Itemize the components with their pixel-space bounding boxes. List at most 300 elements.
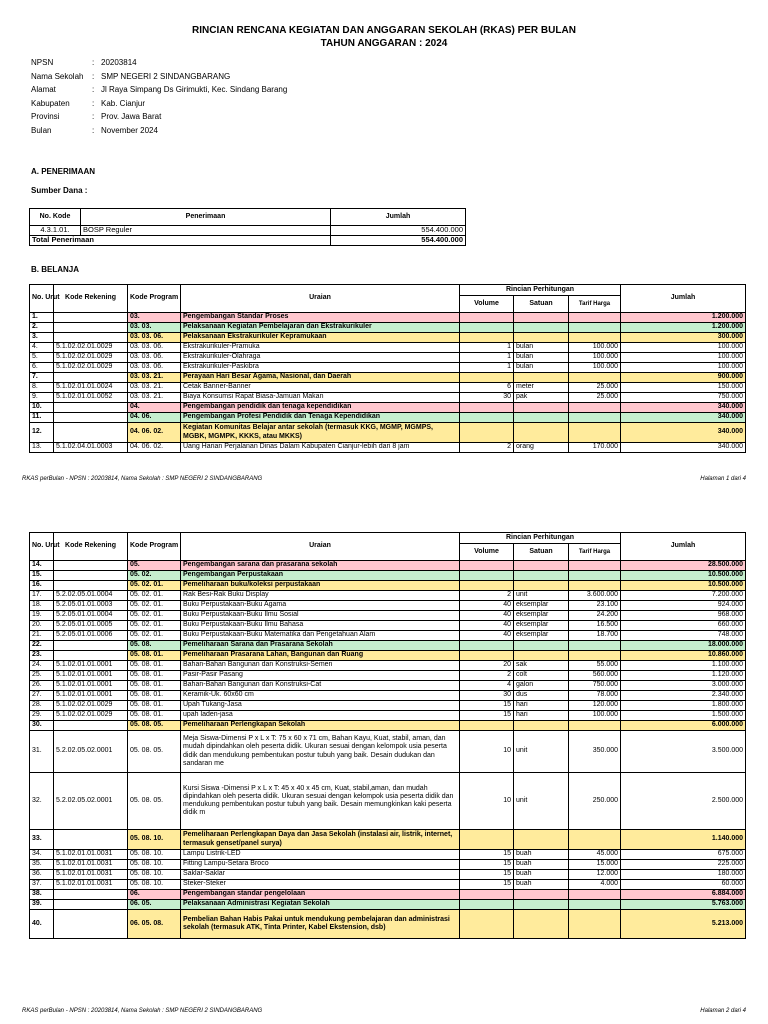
table-row <box>30 691 746 701</box>
cell-kode-rekening: 5.2.02.05.01.0004 <box>54 591 128 601</box>
cell-kode-rekening: 5.1.02.01.01.0024 <box>54 383 128 393</box>
cell-tarif: 3.600.000 <box>569 591 621 601</box>
footer-left: RKAS perBulan - NPSN : 20203814, Nama Sekolah : SMP NEGERI 2 SINDANGBARANG <box>22 1008 263 1014</box>
cell-satuan <box>514 413 569 423</box>
col-header-tarif: Tarif Harga <box>569 296 621 313</box>
cell-no: 11. <box>30 413 54 423</box>
cell-uraian: Lampu Listrik-LED <box>181 850 460 860</box>
cell-volume <box>460 571 514 581</box>
table-row <box>30 611 746 621</box>
cell-satuan <box>514 571 569 581</box>
cell-tarif: 55.000 <box>569 661 621 671</box>
cell-uraian: Pelaksanaan Kegiatan Pembelajaran dan Ekstrakurikuler <box>181 323 460 333</box>
cell-kode-program: 06. 05. <box>128 900 181 910</box>
info-row <box>31 56 287 70</box>
table-row <box>30 890 746 900</box>
cell-tarif: 100.000 <box>569 343 621 353</box>
table-row <box>30 711 746 721</box>
cell-uraian: Pemeliharaan buku/koleksi perpustakaan <box>181 581 460 591</box>
info-value: Jl Raya Simpang Ds Girimukti, Kec. Sindang Barang <box>101 85 288 94</box>
cell-jumlah: 748.000 <box>621 631 746 641</box>
cell-kode-rekening: 5.1.02.02.01.0029 <box>54 343 128 353</box>
cell-kode-program: 05. 02. 01. <box>128 611 181 621</box>
cell-no: 31. <box>30 731 54 773</box>
cell-kode-program: 05. 08. 01. <box>128 691 181 701</box>
cell-volume: 2 <box>460 591 514 601</box>
cell-tarif: 250.000 <box>569 773 621 830</box>
cell-kode-program: 05. 02. 01. <box>128 631 181 641</box>
cell-kode-program: 05. 02. 01. <box>128 601 181 611</box>
cell-tarif: 18.700 <box>569 631 621 641</box>
table-row <box>30 373 746 383</box>
cell-jumlah: 100.000 <box>621 343 746 353</box>
cell-no: 38. <box>30 890 54 900</box>
info-separator: : <box>92 112 95 121</box>
cell-kode-rekening: 5.2.02.05.02.0001 <box>54 731 128 773</box>
cell-tarif <box>569 721 621 731</box>
cell-no: 5. <box>30 353 54 363</box>
table-row <box>30 773 746 830</box>
cell-jumlah: 660.000 <box>621 621 746 631</box>
table-row <box>30 701 746 711</box>
cell-kode-program: 05. 02. 01. <box>128 581 181 591</box>
cell-satuan: unit <box>514 731 569 773</box>
info-value: SMP NEGERI 2 SINDANGBARANG <box>101 71 231 81</box>
cell-jumlah: 28.500.000 <box>621 561 746 571</box>
cell-satuan: pak <box>514 393 569 403</box>
cell-volume <box>460 403 514 413</box>
col-header-kode-rekening: Kode Rekening <box>54 533 128 561</box>
cell-volume <box>460 830 514 850</box>
info-label: NPSN <box>31 58 54 67</box>
cell-kode-rekening: 5.1.02.02.01.0029 <box>54 701 128 711</box>
cell-kode-program: 05. 08. 10. <box>128 880 181 890</box>
cell-satuan: bulan <box>514 363 569 373</box>
cell-uraian: Pembelian Bahan Habis Pakai untuk mendukung pembelajaran dan administrasi sekolah (termasuk ATK, Tinta Printer, Kabel Ekstension, dsb) <box>181 910 460 939</box>
col-header-uraian: Uraian <box>181 285 460 313</box>
cell-satuan <box>514 900 569 910</box>
cell-kode-program: 05. <box>128 561 181 571</box>
cell-volume: 40 <box>460 621 514 631</box>
cell-kode-rekening <box>54 900 128 910</box>
table-row <box>30 671 746 681</box>
cell-no: 7. <box>30 373 54 383</box>
table-row <box>30 323 746 333</box>
cell-volume: 15 <box>460 880 514 890</box>
cell-jumlah: 2.340.000 <box>621 691 746 701</box>
cell-volume <box>460 323 514 333</box>
cell-satuan: orang <box>514 443 569 453</box>
cell-volume <box>460 333 514 343</box>
cell-tarif <box>569 333 621 343</box>
col-header-jumlah: Jumlah <box>331 209 466 226</box>
cell-kode-rekening: 5.2.02.05.02.0001 <box>54 773 128 830</box>
footer-page-number: Halaman 1 dari 4 <box>700 476 746 482</box>
cell-volume <box>460 581 514 591</box>
cell-jumlah: 10.500.000 <box>621 571 746 581</box>
footer-page-number: Halaman 2 dari 4 <box>700 1008 746 1014</box>
info-separator: : <box>92 125 95 135</box>
cell-no: 26. <box>30 681 54 691</box>
cell-satuan: eksemplar <box>514 621 569 631</box>
cell-uraian: Buku Perpustakaan-Buku Agama <box>181 601 460 611</box>
col-header-tarif: Tarif Harga <box>569 544 621 561</box>
cell-satuan: meter <box>514 383 569 393</box>
table-row <box>30 413 746 423</box>
document-title <box>0 24 768 50</box>
cell-uraian: Bahan-Bahan Bangunan dan Konstruksi-Semen <box>181 661 460 671</box>
cell-satuan: hari <box>514 701 569 711</box>
cell-jumlah: 180.000 <box>621 870 746 880</box>
cell-volume <box>460 900 514 910</box>
cell-no: 1. <box>30 313 54 323</box>
section-penerimaan-heading: A. PENERIMAAN <box>31 167 96 176</box>
cell-tarif <box>569 890 621 900</box>
cell-no: 35. <box>30 860 54 870</box>
cell-volume: 40 <box>460 611 514 621</box>
cell-jumlah: 750.000 <box>621 393 746 403</box>
cell-uraian: Meja Siswa-Dimensi P x L x T: 75 x 60 x 71 cm, Bahan Kayu, Kuat, stabil, aman, dan mudah dipindahkan oleh peserta didik. Ukuran sesuai dengan kelompok usia peserta didik dan mendukung pembentukan postur tubuh yang baik. Desain dudukan dan sandaran me <box>181 731 460 773</box>
cell-jumlah: 100.000 <box>621 353 746 363</box>
cell-jumlah: 924.000 <box>621 601 746 611</box>
cell-satuan: galon <box>514 681 569 691</box>
cell-jumlah: 3.500.000 <box>621 731 746 773</box>
cell-jumlah: 340.000 <box>621 443 746 453</box>
cell-satuan <box>514 910 569 939</box>
footer-page1 <box>22 476 746 482</box>
cell-kode-program: 05. 08. 10. <box>128 870 181 880</box>
cell-kode-rekening <box>54 403 128 413</box>
cell-kode-rekening: 5.1.02.01.01.0031 <box>54 880 128 890</box>
cell-uraian: Pengembangan Standar Proses <box>181 313 460 323</box>
cell-kode-rekening: 5.1.02.02.01.0029 <box>54 711 128 721</box>
cell-uraian: Upah Tukang-Jasa <box>181 701 460 711</box>
cell-kode-rekening: 5.1.02.01.01.0001 <box>54 681 128 691</box>
cell-kode-rekening <box>54 561 128 571</box>
cell-uraian: Pelaksanaan Administrasi Kegiatan Sekolah <box>181 900 460 910</box>
cell-kode-program: 05. 08. 01. <box>128 701 181 711</box>
cell-kode-program: 03. 03. <box>128 323 181 333</box>
cell-tarif: 560.000 <box>569 671 621 681</box>
cell-volume <box>460 423 514 443</box>
cell-satuan <box>514 333 569 343</box>
col-header-uraian: Uraian <box>181 533 460 561</box>
cell-satuan <box>514 830 569 850</box>
cell-kode-program: 04. 06. <box>128 413 181 423</box>
cell-kode-rekening <box>54 910 128 939</box>
cell-satuan: buah <box>514 870 569 880</box>
cell-jumlah: 340.000 <box>621 403 746 413</box>
col-header-penerimaan: Penerimaan <box>81 209 331 226</box>
info-label: Provinsi <box>31 112 60 121</box>
cell-volume: 15 <box>460 711 514 721</box>
cell-no: 14. <box>30 561 54 571</box>
cell-uraian: upah laden-jasa <box>181 711 460 721</box>
table-row <box>30 571 746 581</box>
cell-uraian: Rak Besi-Rak Buku Display <box>181 591 460 601</box>
total-penerimaan-label: Total Penerimaan <box>30 236 331 246</box>
cell-tarif: 16.500 <box>569 621 621 631</box>
cell-tarif: 25.000 <box>569 393 621 403</box>
cell-volume: 15 <box>460 860 514 870</box>
cell-tarif <box>569 413 621 423</box>
cell-kode-program: 05. 08. 05. <box>128 721 181 731</box>
cell-kode-rekening <box>54 721 128 731</box>
info-separator: : <box>92 58 95 67</box>
cell-no: 4. <box>30 343 54 353</box>
cell-uraian: Kegiatan Komunitas Belajar antar sekolah (termasuk KKG, MGMP, MGMPS, MGBK, MGMPK, KKKS, atau MKKS) <box>181 423 460 443</box>
cell-uraian: Pemeliharaan Perlengkapan Daya dan Jasa Sekolah (instalasi air, listrik, internet, termasuk genset/panel surya) <box>181 830 460 850</box>
cell-no: 40. <box>30 910 54 939</box>
subtitle-line: TAHUN ANGGARAN : 2024 <box>320 38 448 49</box>
cell-no: 17. <box>30 591 54 601</box>
cell-satuan <box>514 721 569 731</box>
penerimaan-jumlah: 554.400.000 <box>331 226 466 236</box>
cell-no: 32. <box>30 773 54 830</box>
cell-satuan: eksemplar <box>514 611 569 621</box>
cell-no: 24. <box>30 661 54 671</box>
cell-kode-rekening: 5.1.02.01.01.0031 <box>54 860 128 870</box>
cell-kode-rekening <box>54 333 128 343</box>
cell-jumlah: 340.000 <box>621 423 746 443</box>
cell-volume: 10 <box>460 773 514 830</box>
cell-tarif: 750.000 <box>569 681 621 691</box>
cell-jumlah: 340.000 <box>621 413 746 423</box>
cell-jumlah: 10.500.000 <box>621 581 746 591</box>
cell-no: 25. <box>30 671 54 681</box>
cell-volume: 4 <box>460 681 514 691</box>
col-header-satuan: Satuan <box>514 544 569 561</box>
info-separator: : <box>92 98 95 108</box>
table-row <box>30 641 746 651</box>
cell-no: 29. <box>30 711 54 721</box>
section-belanja-heading: B. BELANJA <box>31 265 80 274</box>
cell-satuan: eksemplar <box>514 601 569 611</box>
cell-jumlah: 5.213.000 <box>621 910 746 939</box>
cell-volume: 10 <box>460 731 514 773</box>
info-label: Nama Sekolah <box>31 71 84 81</box>
cell-kode-rekening: 5.1.02.01.01.0001 <box>54 671 128 681</box>
cell-no: 23. <box>30 651 54 661</box>
cell-kode-program: 04. 06. 02. <box>128 423 181 443</box>
cell-volume: 2 <box>460 671 514 681</box>
cell-satuan <box>514 561 569 571</box>
col-header-volume: Volume <box>460 544 514 561</box>
col-header-satuan: Satuan <box>514 296 569 313</box>
cell-jumlah: 1.800.000 <box>621 701 746 711</box>
cell-kode-rekening: 5.1.02.01.01.0001 <box>54 691 128 701</box>
cell-no: 19. <box>30 611 54 621</box>
info-value: November 2024 <box>101 125 158 135</box>
table-row <box>30 681 746 691</box>
cell-volume: 30 <box>460 691 514 701</box>
cell-kode-rekening: 5.1.02.02.01.0029 <box>54 363 128 373</box>
cell-uraian: Kursi Siswa -Dimensi P x L x T: 45 x 40 x 45 cm, Kuat, stabil,aman, dan mudah dipindahkan oleh peserta didik. Ukuran sesuai dengan kelompok usia peserta didik dan mendukung pembentukan postur tubuh yang baik. Desain memungkinkan kaki peserta didik m <box>181 773 460 830</box>
cell-tarif: 78.000 <box>569 691 621 701</box>
table-row <box>30 353 746 363</box>
cell-no: 3. <box>30 333 54 343</box>
footer-left: RKAS perBulan - NPSN : 20203814, Nama Sekolah : SMP NEGERI 2 SINDANGBARANG <box>22 476 263 482</box>
cell-no: 12. <box>30 423 54 443</box>
cell-uraian: Pemeliharaan Sarana dan Prasarana Sekolah <box>181 641 460 651</box>
info-row <box>31 110 287 124</box>
cell-volume <box>460 641 514 651</box>
cell-volume <box>460 413 514 423</box>
col-header-volume: Volume <box>460 296 514 313</box>
total-penerimaan-value: 554.400.000 <box>331 236 466 246</box>
cell-no: 8. <box>30 383 54 393</box>
cell-volume <box>460 373 514 383</box>
cell-kode-rekening <box>54 413 128 423</box>
cell-kode-rekening: 5.1.02.01.01.0052 <box>54 393 128 403</box>
cell-kode-program: 05. 02. <box>128 571 181 581</box>
info-separator: : <box>92 85 95 94</box>
table-row <box>30 581 746 591</box>
cell-satuan: unit <box>514 591 569 601</box>
cell-kode-program: 03. <box>128 313 181 323</box>
cell-tarif: 25.000 <box>569 383 621 393</box>
cell-jumlah: 5.763.000 <box>621 900 746 910</box>
cell-jumlah: 300.000 <box>621 333 746 343</box>
cell-satuan <box>514 403 569 413</box>
cell-uraian: Steker-Steker <box>181 880 460 890</box>
table-row <box>30 870 746 880</box>
cell-uraian: Ekstrakurikuler-Paskibra <box>181 363 460 373</box>
cell-no: 33. <box>30 830 54 850</box>
col-header-kode-rekening: Kode Rekening <box>54 285 128 313</box>
cell-kode-rekening <box>54 581 128 591</box>
cell-no: 28. <box>30 701 54 711</box>
cell-kode-program: 05. 08. 01. <box>128 681 181 691</box>
cell-kode-rekening <box>54 641 128 651</box>
cell-satuan: dus <box>514 691 569 701</box>
col-header-kode-program: Kode Program <box>128 285 181 313</box>
cell-no: 34. <box>30 850 54 860</box>
table-row <box>30 631 746 641</box>
cell-kode-program: 05. 08. 10. <box>128 830 181 850</box>
cell-kode-program: 05. 08. 10. <box>128 850 181 860</box>
cell-kode-rekening: 5.2.05.01.01.0003 <box>54 601 128 611</box>
cell-volume: 2 <box>460 443 514 453</box>
cell-kode-program: 05. 02. 01. <box>128 621 181 631</box>
cell-satuan: eksemplar <box>514 631 569 641</box>
cell-uraian: Buku Perpustakaan-Buku Ilmu Sosial <box>181 611 460 621</box>
cell-satuan: hari <box>514 711 569 721</box>
cell-volume <box>460 651 514 661</box>
cell-uraian: Perayaan Hari Besar Agama, Nasional, dan Daerah <box>181 373 460 383</box>
info-label: Kabupaten <box>31 98 70 108</box>
cell-satuan <box>514 890 569 900</box>
cell-satuan <box>514 373 569 383</box>
belanja-table-page1 <box>29 284 746 453</box>
col-header-no: No. Urut <box>30 533 54 561</box>
cell-uraian: Ekstrakurikuler-Pramuka <box>181 343 460 353</box>
cell-jumlah: 968.000 <box>621 611 746 621</box>
col-header-no: No. Urut <box>30 285 54 313</box>
cell-tarif: 350.000 <box>569 731 621 773</box>
cell-jumlah: 2.500.000 <box>621 773 746 830</box>
cell-no: 22. <box>30 641 54 651</box>
cell-jumlah: 675.000 <box>621 850 746 860</box>
cell-kode-program: 05. 08. 01. <box>128 661 181 671</box>
info-row <box>31 70 287 84</box>
cell-uraian: Pengembangan Perpustakaan <box>181 571 460 581</box>
cell-tarif <box>569 403 621 413</box>
cell-kode-program: 03. 03. 21. <box>128 393 181 403</box>
cell-uraian: Uang Harian Perjalanan Dinas Dalam Kabupaten Cianjur-lebih dari 8 jam <box>181 443 460 453</box>
cell-tarif: 12.000 <box>569 870 621 880</box>
table-row <box>30 443 746 453</box>
cell-tarif <box>569 830 621 850</box>
sumber-dana-label: Sumber Dana : <box>31 186 88 195</box>
cell-tarif <box>569 313 621 323</box>
table-row <box>30 313 746 323</box>
cell-jumlah: 60.000 <box>621 880 746 890</box>
cell-kode-program: 06. <box>128 890 181 900</box>
cell-satuan: buah <box>514 880 569 890</box>
col-header-rincian: Rincian Perhitungan <box>460 533 621 544</box>
cell-tarif <box>569 900 621 910</box>
school-info <box>31 56 287 137</box>
title-line: RINCIAN RENCANA KEGIATAN DAN ANGGARAN SEKOLAH (RKAS) PER BULAN <box>192 25 576 36</box>
cell-kode-program: 03. 03. 06. <box>128 333 181 343</box>
cell-satuan <box>514 423 569 443</box>
table-row <box>30 343 746 353</box>
cell-no: 37. <box>30 880 54 890</box>
cell-kode-rekening: 5.1.02.01.01.0031 <box>54 850 128 860</box>
cell-jumlah: 1.120.000 <box>621 671 746 681</box>
cell-kode-rekening <box>54 651 128 661</box>
cell-kode-rekening: 5.1.02.02.01.0029 <box>54 353 128 363</box>
table-row <box>30 621 746 631</box>
cell-uraian: Buku Perpustakaan-Buku Ilmu Bahasa <box>181 621 460 631</box>
cell-tarif: 100.000 <box>569 353 621 363</box>
cell-uraian: Pengembangan pendidik dan tenaga kependidikan <box>181 403 460 413</box>
cell-satuan <box>514 641 569 651</box>
cell-tarif <box>569 571 621 581</box>
cell-uraian: Pengembangan sarana dan prasarana sekolah <box>181 561 460 571</box>
cell-kode-rekening: 5.2.05.01.01.0004 <box>54 611 128 621</box>
penerimaan-kode: 4.3.1.01. <box>30 226 81 236</box>
table-row <box>30 661 746 671</box>
cell-satuan: bulan <box>514 353 569 363</box>
belanja-table-page2 <box>29 532 746 939</box>
cell-jumlah: 10.860.000 <box>621 651 746 661</box>
info-row <box>31 83 287 97</box>
cell-satuan: sak <box>514 661 569 671</box>
cell-kode-program: 06. 05. 08. <box>128 910 181 939</box>
cell-uraian: Keramik-Uk. 60x60 cm <box>181 691 460 701</box>
cell-kode-rekening <box>54 323 128 333</box>
table-row <box>30 383 746 393</box>
cell-satuan: buah <box>514 850 569 860</box>
cell-jumlah: 900.000 <box>621 373 746 383</box>
cell-volume: 15 <box>460 870 514 880</box>
cell-jumlah: 1.200.000 <box>621 313 746 323</box>
table-row <box>30 910 746 939</box>
cell-kode-rekening: 5.2.05.01.01.0005 <box>54 621 128 631</box>
cell-kode-rekening: 5.1.02.01.01.0001 <box>54 661 128 671</box>
cell-satuan: colt <box>514 671 569 681</box>
cell-jumlah: 6.000.000 <box>621 721 746 731</box>
cell-satuan <box>514 313 569 323</box>
cell-kode-program: 05. 08. 01. <box>128 651 181 661</box>
cell-tarif <box>569 323 621 333</box>
cell-jumlah: 6.884.000 <box>621 890 746 900</box>
cell-tarif: 120.000 <box>569 701 621 711</box>
cell-uraian: Pengembangan Profesi Pendidik dan Tenaga Kependidikan <box>181 413 460 423</box>
cell-no: 39. <box>30 900 54 910</box>
